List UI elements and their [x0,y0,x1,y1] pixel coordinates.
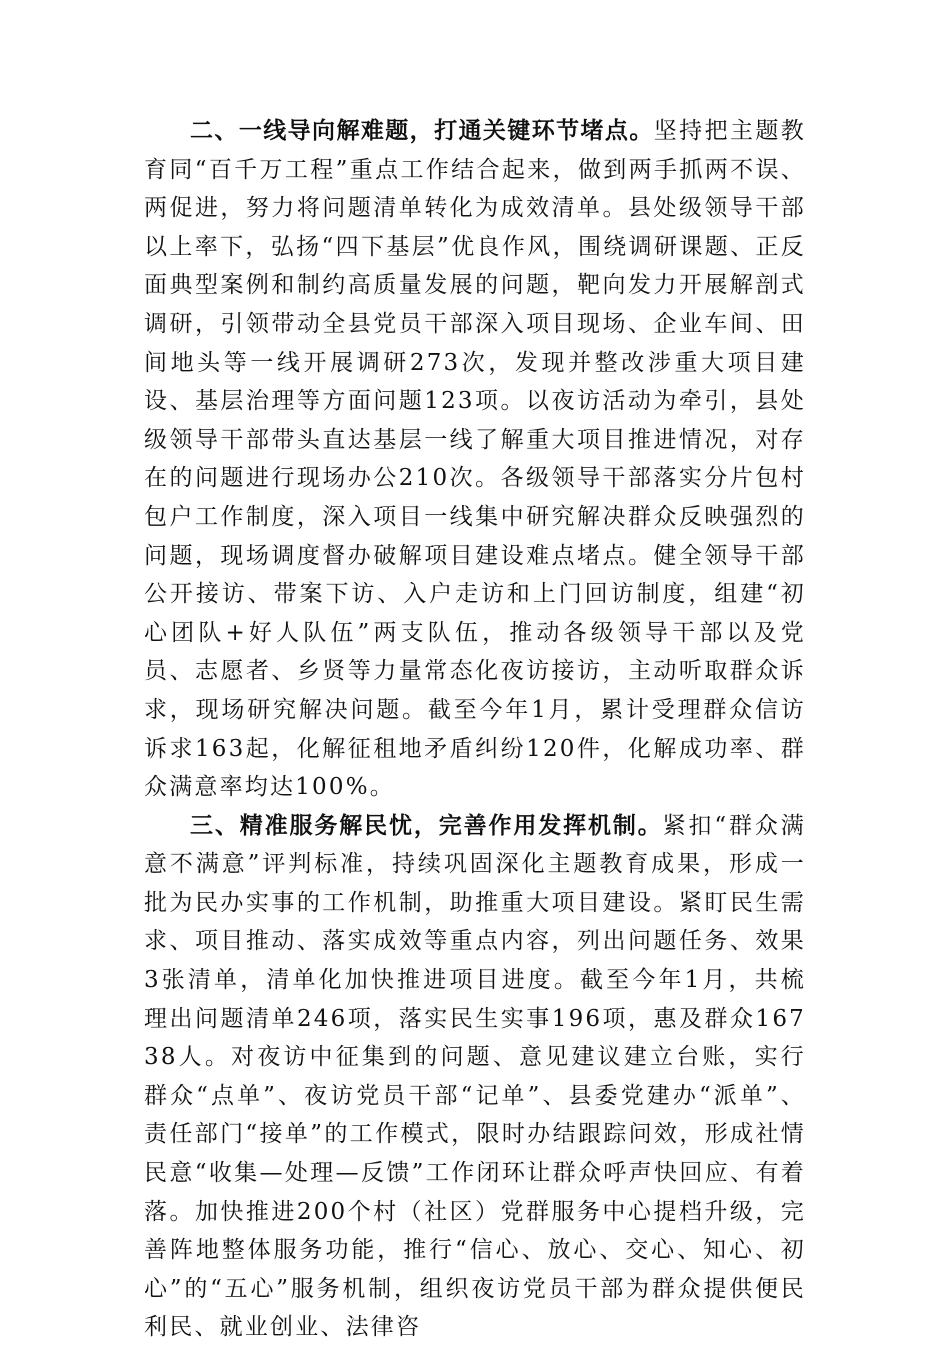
paragraph-section-three [144,807,806,1347]
section-three-body: 紧扣“群众满意不满意”评判标准，持续巩固深化主题教育成果，形成一批为民办实事的工作机制，助推重大项目建设。紧盯民生需求、项目推动、落实成效等重点内容，列出问题任务、效果3张清单，清单化加快推进项目进度。截至今年1月，共梳理出问题清单246项，落实民生实事196项，惠及群众16738人。对夜访中征集到的问题、意见建议建立台账，实行群众“点单”、夜访党员干部“记单”、县委党建办“派单”、责任部门“接单”的工作模式，限时办结跟踪问效，形成社情民意“收集—处理—反馈”工作闭环让群众呼声快回应、有着落。加快推进200个村（社区）党群服务中心提档升级，完善阵地整体服务功能，推行“信心、放心、交心、知心、初心”的“五心”服务机制，组织夜访党员干部为群众提供便民利民、就业创业、法律咨 [144,812,806,1341]
section-two-body: 坚持把主题教育同“百千万工程”重点工作结合起来，做到两手抓两不误、两促进，努力将问题清单转化为成效清单。县处级领导干部以上率下，弘扬“四下基层”优良作风，围绕调研课题、正反面典型案例和制约高质量发展的问题，靶向发力开展解剖式调研，引领带动全县党员干部深入项目现场、企业车间、田间地头等一线开展调研273次，发现并整改涉重大项目建设、基层治理等方面问题123项。以夜访活动为牵引，县处级领导干部带头直达基层一线了解重大项目推进情况，对存在的问题进行现场办公210次。各级领导干部落实分片包村包户工作制度，深入项目一线集中研究解决群众反映强烈的问题，现场调度督办破解项目建设难点堵点。健全领导干部公开接访、带案下访、入户走访和上门回访制度，组建“初心团队+好人队伍”两支队伍，推动各级领导干部以及党员、志愿者、乡贤等力量常态化夜访接访，主动听取群众诉求，现场研究解决问题。截至今年1月，累计受理群众信访诉求163起，化解征租地矛盾纠纷120件，化解成功率、群众满意率均达100%。 [144,118,806,801]
section-three-heading: 三、精准服务解民忧，完善作用发挥机制。 [190,812,663,839]
paragraph-section-two [144,112,806,807]
section-two-heading: 二、一线导向解难题，打通关键环节堵点。 [190,118,654,144]
document-page [144,112,806,1347]
